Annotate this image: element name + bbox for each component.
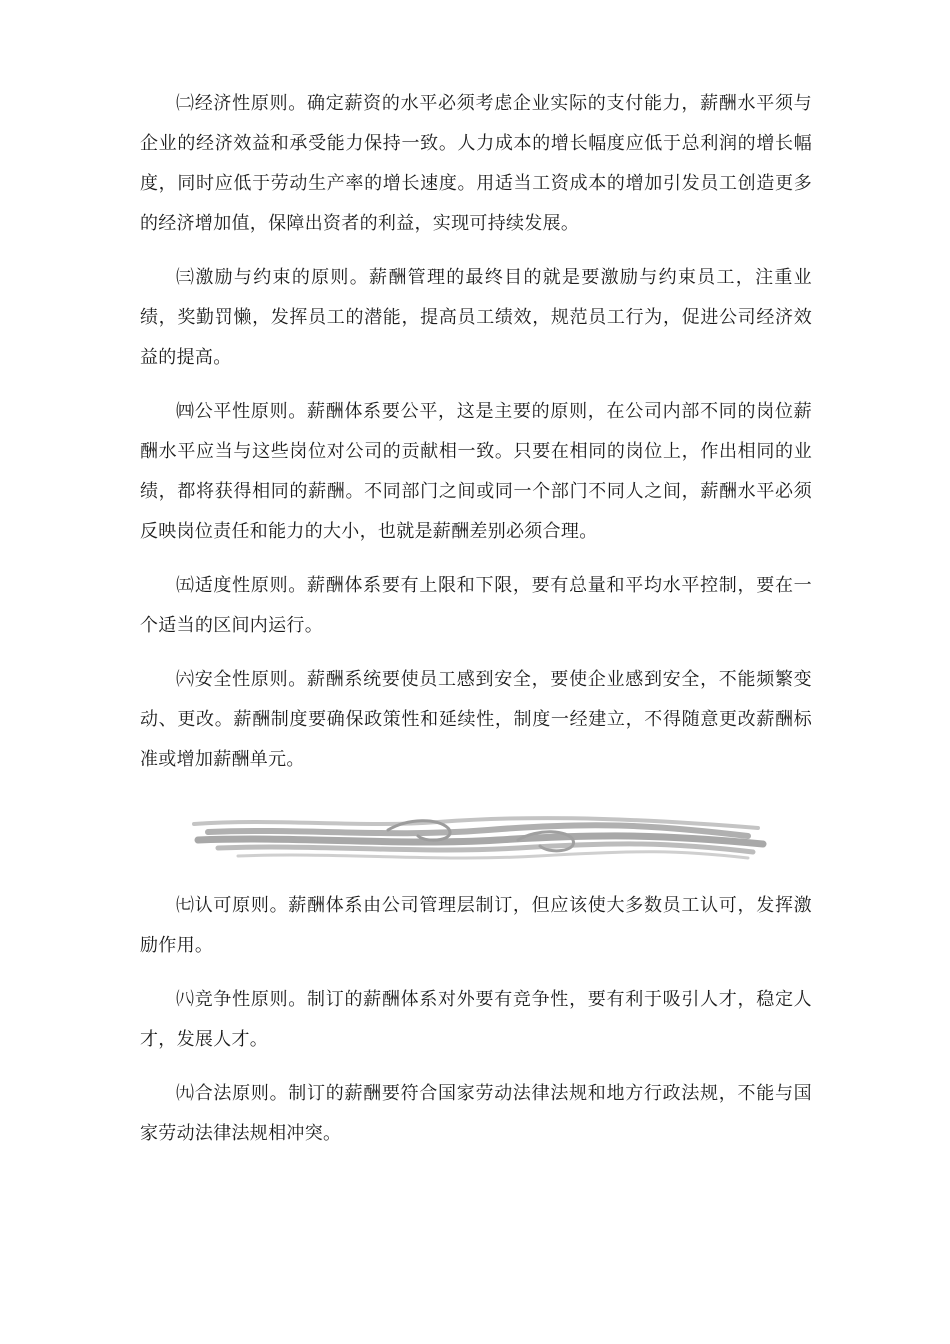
paragraph-text: 竞争性原则。制订的薪酬体系对外要有竞争性，要有利于吸引人才，稳定人才，发展人才。 — [140, 989, 812, 1050]
paragraph-number: ㈡ — [176, 93, 195, 114]
paragraph-number: ㈢ — [176, 267, 196, 288]
paragraph-text: 激励与约束的原则。薪酬管理的最终目的就是要激励与约束员工，注重业绩，奖勤罚懒，发挥员工的潜能，提高员工绩效，规范员工行为，促进公司经济效益的提高。 — [140, 267, 812, 368]
paragraph-legality-principle — [140, 1074, 812, 1154]
paragraph-incentive-principle — [140, 258, 812, 378]
paragraph-economy-principle — [140, 84, 812, 244]
paragraph-text: 合法原则。制订的薪酬要符合国家劳动法律法规和地方行政法规，不能与国家劳动法律法规相冲突。 — [140, 1083, 812, 1144]
paragraph-text: 适度性原则。薪酬体系要有上限和下限，要有总量和平均水平控制，要在一个适当的区间内运行。 — [140, 575, 812, 636]
paragraph-number: ㈤ — [176, 575, 195, 596]
paragraph-text: 经济性原则。确定薪资的水平必须考虑企业实际的支付能力，薪酬水平须与企业的经济效益和承受能力保持一致。人力成本的增长幅度应低于总利润的增长幅度，同时应低于劳动生产率的增长速度。用适当工资成本的增加引发员工创造更多的经济增加值，保障出资者的利益，实现可持续发展。 — [140, 93, 812, 234]
paragraph-competitiveness-principle — [140, 980, 812, 1060]
paragraph-text: 认可原则。薪酬体系由公司管理层制订，但应该使大多数员工认可，发挥激励作用。 — [140, 895, 812, 956]
paragraph-text: 公平性原则。薪酬体系要公平，这是主要的原则，在公司内部不同的岗位薪酬水平应当与这些岗位对公司的贡献相一致。只要在相同的岗位上，作出相同的业绩，都将获得相同的薪酬。不同部门之间或同一个部门不同人之间，薪酬水平必须反映岗位责任和能力的大小，也就是薪酬差别必须合理。 — [140, 401, 812, 542]
paragraph-moderation-principle — [140, 566, 812, 646]
paragraph-number: ㈥ — [176, 669, 195, 690]
paragraph-text: 安全性原则。薪酬系统要使员工感到安全，要使企业感到安全，不能频繁变动、更改。薪酬制度要确保政策性和延续性，制度一经建立，不得随意更改薪酬标准或增加薪酬单元。 — [140, 669, 812, 770]
paragraph-number: ㈣ — [176, 401, 195, 422]
paragraph-security-principle — [140, 660, 812, 780]
paragraph-recognition-principle — [140, 886, 812, 966]
paragraph-number: ㈦ — [176, 895, 195, 916]
paragraph-number: ㈧ — [176, 989, 195, 1010]
paragraph-fairness-principle — [140, 392, 812, 552]
brush-stroke — [198, 836, 763, 844]
paragraph-number: ㈨ — [176, 1083, 195, 1104]
decorative-brush-divider — [188, 810, 768, 866]
brush-stroke — [238, 852, 748, 858]
